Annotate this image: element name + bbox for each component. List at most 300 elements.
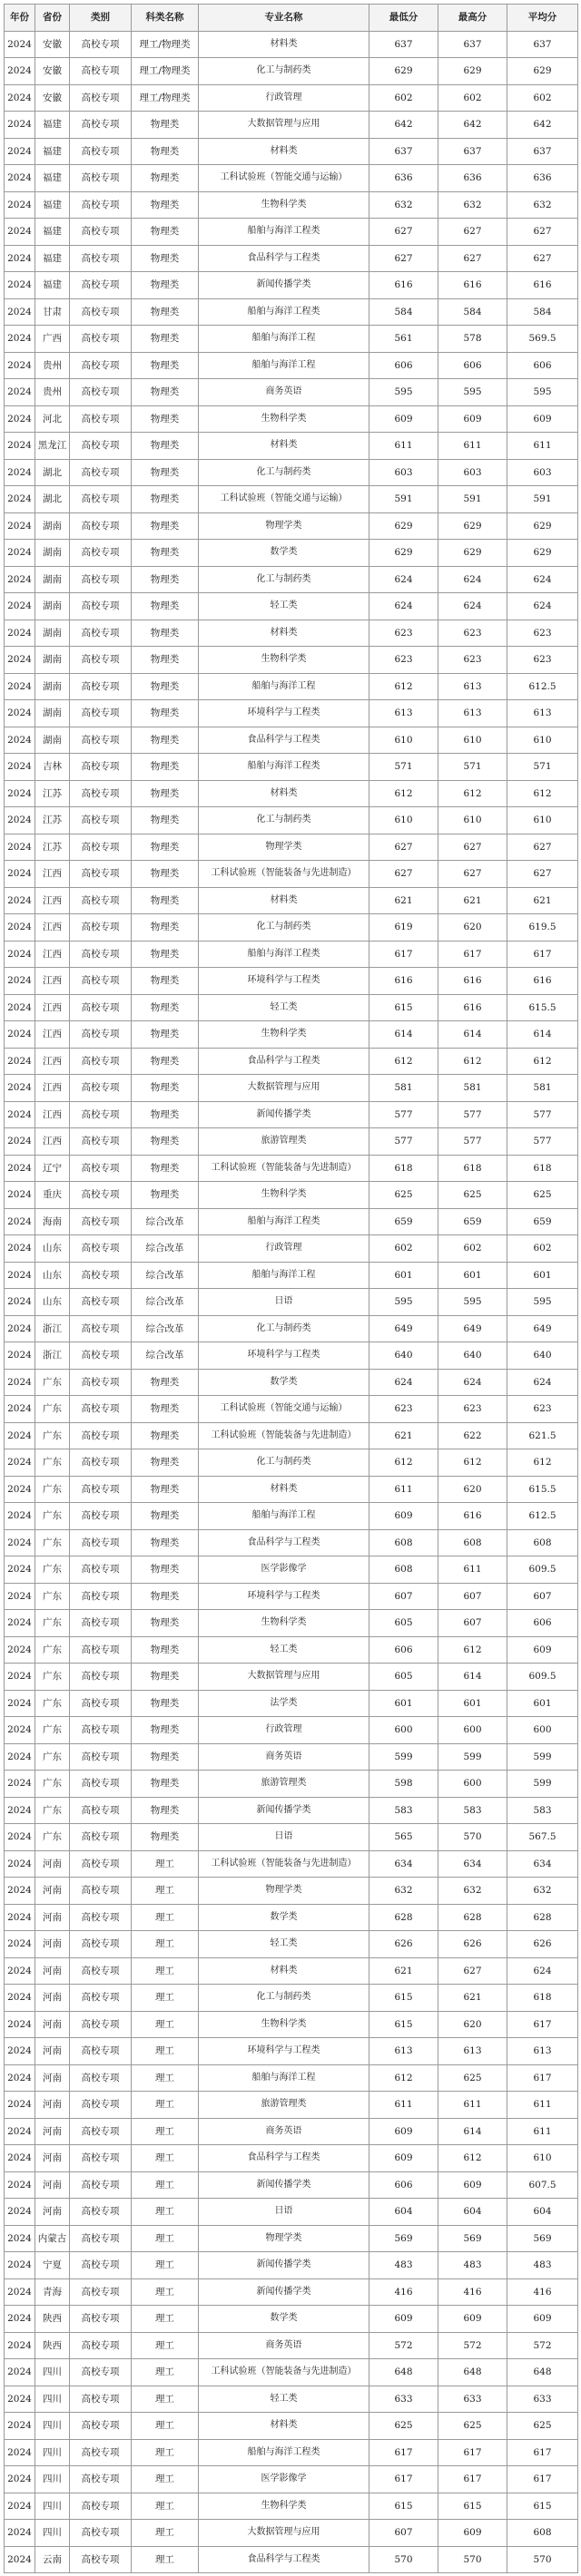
cell-year: 2024	[5, 1021, 35, 1049]
cell-max-score: 616	[438, 272, 507, 299]
cell-province: 湖南	[35, 593, 70, 620]
cell-min-score: 618	[369, 1155, 438, 1182]
cell-major: 工科试验班（智能交通与运输）	[199, 165, 369, 192]
cell-avg-score: 569	[507, 2225, 578, 2252]
cell-subject-type: 物理类	[132, 219, 199, 246]
cell-avg-score: 572	[507, 2332, 578, 2359]
cell-province: 江西	[35, 1101, 70, 1128]
cell-year: 2024	[5, 2493, 35, 2520]
cell-max-score: 632	[438, 1878, 507, 1905]
cell-subject-type: 理工	[132, 1957, 199, 1985]
cell-major: 化工与制药类	[199, 914, 369, 942]
table-row	[5, 1985, 578, 2012]
cell-province: 河北	[35, 405, 70, 433]
cell-max-score: 629	[438, 512, 507, 540]
cell-max-score: 627	[438, 245, 507, 272]
cell-category: 高校专项	[70, 512, 132, 540]
cell-category: 高校专项	[70, 727, 132, 754]
table-row	[5, 1342, 578, 1370]
cell-category: 高校专项	[70, 1422, 132, 1449]
cell-year: 2024	[5, 486, 35, 513]
cell-min-score: 626	[369, 1931, 438, 1958]
cell-avg-score: 649	[507, 1315, 578, 1342]
cell-province: 湖南	[35, 566, 70, 593]
table-row	[5, 272, 578, 299]
cell-province: 福建	[35, 245, 70, 272]
cell-subject-type: 理工	[132, 2092, 199, 2119]
cell-year: 2024	[5, 165, 35, 192]
table-row	[5, 512, 578, 540]
cell-province: 广西	[35, 326, 70, 353]
cell-avg-score: 595	[507, 379, 578, 406]
cell-year: 2024	[5, 2466, 35, 2493]
cell-province: 河南	[35, 1931, 70, 1958]
cell-max-score: 625	[438, 2413, 507, 2440]
cell-year: 2024	[5, 1422, 35, 1449]
cell-max-score: 621	[438, 1985, 507, 2012]
cell-subject-type: 理工/物理类	[132, 84, 199, 112]
cell-major: 化工与制药类	[199, 1449, 369, 1477]
cell-year: 2024	[5, 326, 35, 353]
score-table	[4, 4, 578, 2573]
cell-province: 河南	[35, 2064, 70, 2092]
cell-max-score: 610	[438, 807, 507, 834]
cell-category: 高校专项	[70, 2306, 132, 2333]
cell-min-score: 416	[369, 2278, 438, 2306]
cell-avg-score: 607.5	[507, 2171, 578, 2199]
cell-min-score: 605	[369, 1664, 438, 1691]
cell-year: 2024	[5, 298, 35, 326]
cell-category: 高校专项	[70, 566, 132, 593]
cell-major: 化工与制药类	[199, 459, 369, 486]
cell-max-score: 607	[438, 1610, 507, 1637]
cell-min-score: 571	[369, 754, 438, 781]
cell-category: 高校专项	[70, 326, 132, 353]
cell-province: 广东	[35, 1396, 70, 1423]
cell-min-score: 607	[369, 2520, 438, 2547]
cell-min-score: 614	[369, 1021, 438, 1049]
cell-avg-score: 609	[507, 405, 578, 433]
table-row	[5, 2359, 578, 2386]
cell-max-score: 629	[438, 540, 507, 567]
table-row	[5, 1743, 578, 1771]
cell-subject-type: 物理类	[132, 1503, 199, 1530]
cell-province: 广东	[35, 1797, 70, 1824]
cell-subject-type: 物理类	[132, 1075, 199, 1102]
cell-province: 湖南	[35, 673, 70, 700]
table-row	[5, 834, 578, 861]
cell-min-score: 606	[369, 2171, 438, 2199]
cell-max-score: 613	[438, 2038, 507, 2065]
cell-year: 2024	[5, 2252, 35, 2279]
cell-avg-score: 608	[507, 2520, 578, 2547]
cell-max-score: 624	[438, 593, 507, 620]
cell-major: 船舶与海洋工程类	[199, 298, 369, 326]
cell-province: 广东	[35, 1690, 70, 1717]
cell-category: 高校专项	[70, 1503, 132, 1530]
cell-min-score: 617	[369, 2466, 438, 2493]
cell-min-score: 608	[369, 1529, 438, 1556]
cell-avg-score: 567.5	[507, 1824, 578, 1851]
cell-min-score: 636	[369, 165, 438, 192]
cell-avg-score: 591	[507, 486, 578, 513]
cell-category: 高校专项	[70, 1904, 132, 1931]
cell-avg-score: 642	[507, 112, 578, 139]
table-row	[5, 2199, 578, 2226]
cell-year: 2024	[5, 994, 35, 1021]
cell-min-score: 609	[369, 2145, 438, 2172]
cell-subject-type: 理工	[132, 2171, 199, 2199]
table-row	[5, 1449, 578, 1477]
cell-province: 江西	[35, 994, 70, 1021]
table-row	[5, 459, 578, 486]
cell-province: 河南	[35, 2171, 70, 2199]
cell-province: 云南	[35, 2546, 70, 2573]
cell-max-score: 601	[438, 1690, 507, 1717]
cell-category: 高校专项	[70, 1342, 132, 1370]
cell-province: 河南	[35, 1957, 70, 1985]
table-row	[5, 352, 578, 379]
cell-subject-type: 理工/物理类	[132, 31, 199, 58]
cell-max-score: 600	[438, 1771, 507, 1798]
cell-category: 高校专项	[70, 191, 132, 219]
cell-avg-score: 603	[507, 459, 578, 486]
cell-avg-score: 627	[507, 861, 578, 888]
cell-major: 新闻传播学类	[199, 2278, 369, 2306]
cell-major: 物理学类	[199, 512, 369, 540]
cell-min-score: 627	[369, 219, 438, 246]
cell-major: 物理学类	[199, 1878, 369, 1905]
cell-subject-type: 物理类	[132, 861, 199, 888]
cell-category: 高校专项	[70, 2064, 132, 2092]
cell-avg-score: 659	[507, 1208, 578, 1235]
cell-major: 食品科学与工程类	[199, 245, 369, 272]
cell-major: 新闻传播学类	[199, 2252, 369, 2279]
cell-avg-score: 570	[507, 2546, 578, 2573]
cell-province: 广东	[35, 1369, 70, 1396]
cell-major: 轻工类	[199, 1931, 369, 1958]
cell-province: 福建	[35, 138, 70, 165]
cell-province: 安徽	[35, 58, 70, 85]
cell-year: 2024	[5, 1155, 35, 1182]
cell-major: 旅游管理类	[199, 1128, 369, 1156]
cell-category: 高校专项	[70, 2145, 132, 2172]
cell-max-score: 637	[438, 138, 507, 165]
cell-category: 高校专项	[70, 1664, 132, 1691]
cell-avg-score: 609	[507, 2306, 578, 2333]
cell-subject-type: 物理类	[132, 512, 199, 540]
cell-major: 大数据管理与应用	[199, 112, 369, 139]
table-row	[5, 540, 578, 567]
cell-category: 高校专项	[70, 1797, 132, 1824]
cell-max-score: 623	[438, 620, 507, 647]
cell-major: 商务英语	[199, 2118, 369, 2145]
cell-year: 2024	[5, 1957, 35, 1985]
cell-category: 高校专项	[70, 486, 132, 513]
cell-category: 高校专项	[70, 1636, 132, 1664]
cell-max-score: 617	[438, 941, 507, 968]
cell-avg-score: 581	[507, 1075, 578, 1102]
cell-province: 江苏	[35, 807, 70, 834]
cell-category: 高校专项	[70, 914, 132, 942]
cell-avg-score: 610	[507, 807, 578, 834]
cell-province: 四川	[35, 2520, 70, 2547]
cell-min-score: 570	[369, 2546, 438, 2573]
cell-subject-type: 理工	[132, 1985, 199, 2012]
cell-category: 高校专项	[70, 1985, 132, 2012]
cell-major: 日语	[199, 2199, 369, 2226]
table-row	[5, 1904, 578, 1931]
cell-subject-type: 物理类	[132, 593, 199, 620]
cell-max-score: 612	[438, 1449, 507, 1477]
cell-province: 广东	[35, 1743, 70, 1771]
cell-avg-score: 648	[507, 2359, 578, 2386]
cell-province: 贵州	[35, 352, 70, 379]
cell-major: 旅游管理类	[199, 2092, 369, 2119]
cell-avg-score: 569.5	[507, 326, 578, 353]
cell-province: 福建	[35, 112, 70, 139]
cell-category: 高校专项	[70, 2466, 132, 2493]
cell-year: 2024	[5, 1904, 35, 1931]
cell-subject-type: 综合改革	[132, 1315, 199, 1342]
table-row	[5, 647, 578, 674]
cell-avg-score: 633	[507, 2386, 578, 2413]
cell-category: 高校专项	[70, 1878, 132, 1905]
admission-score-sheet	[4, 4, 577, 2573]
cell-min-score: 608	[369, 1556, 438, 1584]
cell-category: 高校专项	[70, 298, 132, 326]
cell-subject-type: 物理类	[132, 754, 199, 781]
cell-category: 高校专项	[70, 1449, 132, 1477]
cell-min-score: 629	[369, 512, 438, 540]
cell-year: 2024	[5, 593, 35, 620]
cell-major: 生物科学类	[199, 2493, 369, 2520]
cell-min-score: 581	[369, 1075, 438, 1102]
cell-major: 材料类	[199, 887, 369, 914]
cell-min-score: 595	[369, 1289, 438, 1316]
cell-category: 高校专项	[70, 1957, 132, 1985]
cell-province: 四川	[35, 2359, 70, 2386]
cell-max-score: 625	[438, 1182, 507, 1209]
cell-avg-score: 611	[507, 2118, 578, 2145]
cell-year: 2024	[5, 1690, 35, 1717]
cell-province: 河南	[35, 1985, 70, 2012]
cell-category: 高校专项	[70, 2359, 132, 2386]
cell-year: 2024	[5, 540, 35, 567]
cell-category: 高校专项	[70, 1771, 132, 1798]
cell-max-score: 607	[438, 1583, 507, 1610]
table-row	[5, 2038, 578, 2065]
table-row	[5, 191, 578, 219]
table-row	[5, 31, 578, 58]
table-row	[5, 1878, 578, 1905]
cell-year: 2024	[5, 2520, 35, 2547]
cell-max-score: 616	[438, 994, 507, 1021]
cell-min-score: 602	[369, 84, 438, 112]
table-row	[5, 1931, 578, 1958]
cell-min-score: 637	[369, 31, 438, 58]
cell-year: 2024	[5, 727, 35, 754]
cell-max-score: 591	[438, 486, 507, 513]
cell-max-score: 634	[438, 1850, 507, 1878]
cell-year: 2024	[5, 1315, 35, 1342]
cell-major: 船舶与海洋工程	[199, 673, 369, 700]
cell-avg-score: 624	[507, 566, 578, 593]
cell-avg-score: 629	[507, 58, 578, 85]
cell-max-score: 570	[438, 2546, 507, 2573]
cell-max-score: 608	[438, 1529, 507, 1556]
cell-subject-type: 物理类	[132, 272, 199, 299]
cell-subject-type: 物理类	[132, 834, 199, 861]
cell-major: 船舶与海洋工程类	[199, 1208, 369, 1235]
cell-category: 高校专项	[70, 459, 132, 486]
cell-major: 食品科学与工程类	[199, 1529, 369, 1556]
cell-avg-score: 625	[507, 2413, 578, 2440]
cell-avg-score: 640	[507, 1342, 578, 1370]
table-row	[5, 1289, 578, 1316]
cell-year: 2024	[5, 2278, 35, 2306]
cell-province: 福建	[35, 219, 70, 246]
cell-avg-score: 604	[507, 2199, 578, 2226]
cell-avg-score: 624	[507, 593, 578, 620]
cell-max-score: 617	[438, 2439, 507, 2466]
cell-major: 工科试验班（智能交通与运输）	[199, 1396, 369, 1423]
cell-subject-type: 物理类	[132, 647, 199, 674]
cell-province: 福建	[35, 272, 70, 299]
cell-category: 高校专项	[70, 2011, 132, 2038]
table-row	[5, 1476, 578, 1503]
cell-min-score: 483	[369, 2252, 438, 2279]
table-row	[5, 780, 578, 807]
cell-avg-score: 584	[507, 298, 578, 326]
cell-min-score: 648	[369, 2359, 438, 2386]
cell-year: 2024	[5, 191, 35, 219]
table-row	[5, 486, 578, 513]
cell-year: 2024	[5, 780, 35, 807]
cell-max-score: 613	[438, 700, 507, 727]
cell-year: 2024	[5, 433, 35, 460]
cell-category: 高校专项	[70, 1931, 132, 1958]
cell-year: 2024	[5, 2332, 35, 2359]
cell-province: 广东	[35, 1529, 70, 1556]
cell-province: 河南	[35, 2199, 70, 2226]
cell-avg-score: 483	[507, 2252, 578, 2279]
cell-category: 高校专项	[70, 1610, 132, 1637]
cell-province: 湖南	[35, 512, 70, 540]
cell-avg-score: 617	[507, 2466, 578, 2493]
cell-avg-score: 619.5	[507, 914, 578, 942]
table-row	[5, 2306, 578, 2333]
cell-max-score: 609	[438, 2520, 507, 2547]
cell-year: 2024	[5, 1771, 35, 1798]
cell-subject-type: 物理类	[132, 1583, 199, 1610]
cell-subject-type: 物理类	[132, 245, 199, 272]
cell-max-score: 483	[438, 2252, 507, 2279]
cell-category: 高校专项	[70, 1743, 132, 1771]
cell-major: 工科试验班（智能装备与先进制造）	[199, 2359, 369, 2386]
cell-min-score: 572	[369, 2332, 438, 2359]
table-row	[5, 2092, 578, 2119]
table-row	[5, 58, 578, 85]
cell-min-score: 629	[369, 58, 438, 85]
table-row	[5, 326, 578, 353]
cell-max-score: 614	[438, 1021, 507, 1049]
cell-category: 高校专项	[70, 1315, 132, 1342]
cell-min-score: 612	[369, 1048, 438, 1075]
cell-min-score: 602	[369, 1235, 438, 1263]
cell-min-score: 624	[369, 1369, 438, 1396]
cell-province: 青海	[35, 2278, 70, 2306]
cell-subject-type: 理工	[132, 2011, 199, 2038]
cell-max-score: 613	[438, 673, 507, 700]
cell-year: 2024	[5, 2145, 35, 2172]
cell-subject-type: 物理类	[132, 673, 199, 700]
cell-year: 2024	[5, 84, 35, 112]
table-row	[5, 138, 578, 165]
cell-major: 环境科学与工程类	[199, 2038, 369, 2065]
cell-major: 工科试验班（智能装备与先进制造）	[199, 1422, 369, 1449]
cell-max-score: 602	[438, 1235, 507, 1263]
cell-max-score: 624	[438, 566, 507, 593]
cell-subject-type: 物理类	[132, 1690, 199, 1717]
cell-avg-score: 627	[507, 245, 578, 272]
table-row	[5, 2225, 578, 2252]
cell-max-score: 617	[438, 2466, 507, 2493]
cell-avg-score: 602	[507, 84, 578, 112]
cell-major: 商务英语	[199, 2332, 369, 2359]
cell-avg-score: 627	[507, 834, 578, 861]
cell-subject-type: 物理类	[132, 326, 199, 353]
cell-min-score: 615	[369, 2493, 438, 2520]
cell-major: 环境科学与工程类	[199, 968, 369, 995]
cell-province: 吉林	[35, 754, 70, 781]
cell-province: 浙江	[35, 1315, 70, 1342]
cell-max-score: 571	[438, 754, 507, 781]
cell-avg-score: 583	[507, 1797, 578, 1824]
cell-avg-score: 606	[507, 352, 578, 379]
cell-province: 湖南	[35, 647, 70, 674]
cell-subject-type: 综合改革	[132, 1289, 199, 1316]
table-row	[5, 914, 578, 942]
cell-subject-type: 物理类	[132, 165, 199, 192]
cell-year: 2024	[5, 1342, 35, 1370]
cell-max-score: 627	[438, 861, 507, 888]
cell-max-score: 629	[438, 58, 507, 85]
cell-min-score: 609	[369, 1503, 438, 1530]
cell-major: 船舶与海洋工程	[199, 352, 369, 379]
cell-avg-score: 612	[507, 1449, 578, 1477]
cell-max-score: 616	[438, 1503, 507, 1530]
cell-max-score: 627	[438, 219, 507, 246]
table-row	[5, 1664, 578, 1691]
table-row	[5, 112, 578, 139]
cell-province: 甘肃	[35, 298, 70, 326]
cell-major: 数学类	[199, 540, 369, 567]
cell-subject-type: 理工	[132, 2038, 199, 2065]
cell-subject-type: 物理类	[132, 138, 199, 165]
cell-max-score: 609	[438, 405, 507, 433]
cell-year: 2024	[5, 58, 35, 85]
cell-min-score: 649	[369, 1315, 438, 1342]
cell-province: 湖南	[35, 620, 70, 647]
cell-year: 2024	[5, 1743, 35, 1771]
cell-max-score: 577	[438, 1101, 507, 1128]
cell-min-score: 577	[369, 1101, 438, 1128]
cell-subject-type: 理工	[132, 2520, 199, 2547]
cell-major: 材料类	[199, 1957, 369, 1985]
cell-min-score: 613	[369, 2038, 438, 2065]
cell-subject-type: 理工	[132, 2252, 199, 2279]
